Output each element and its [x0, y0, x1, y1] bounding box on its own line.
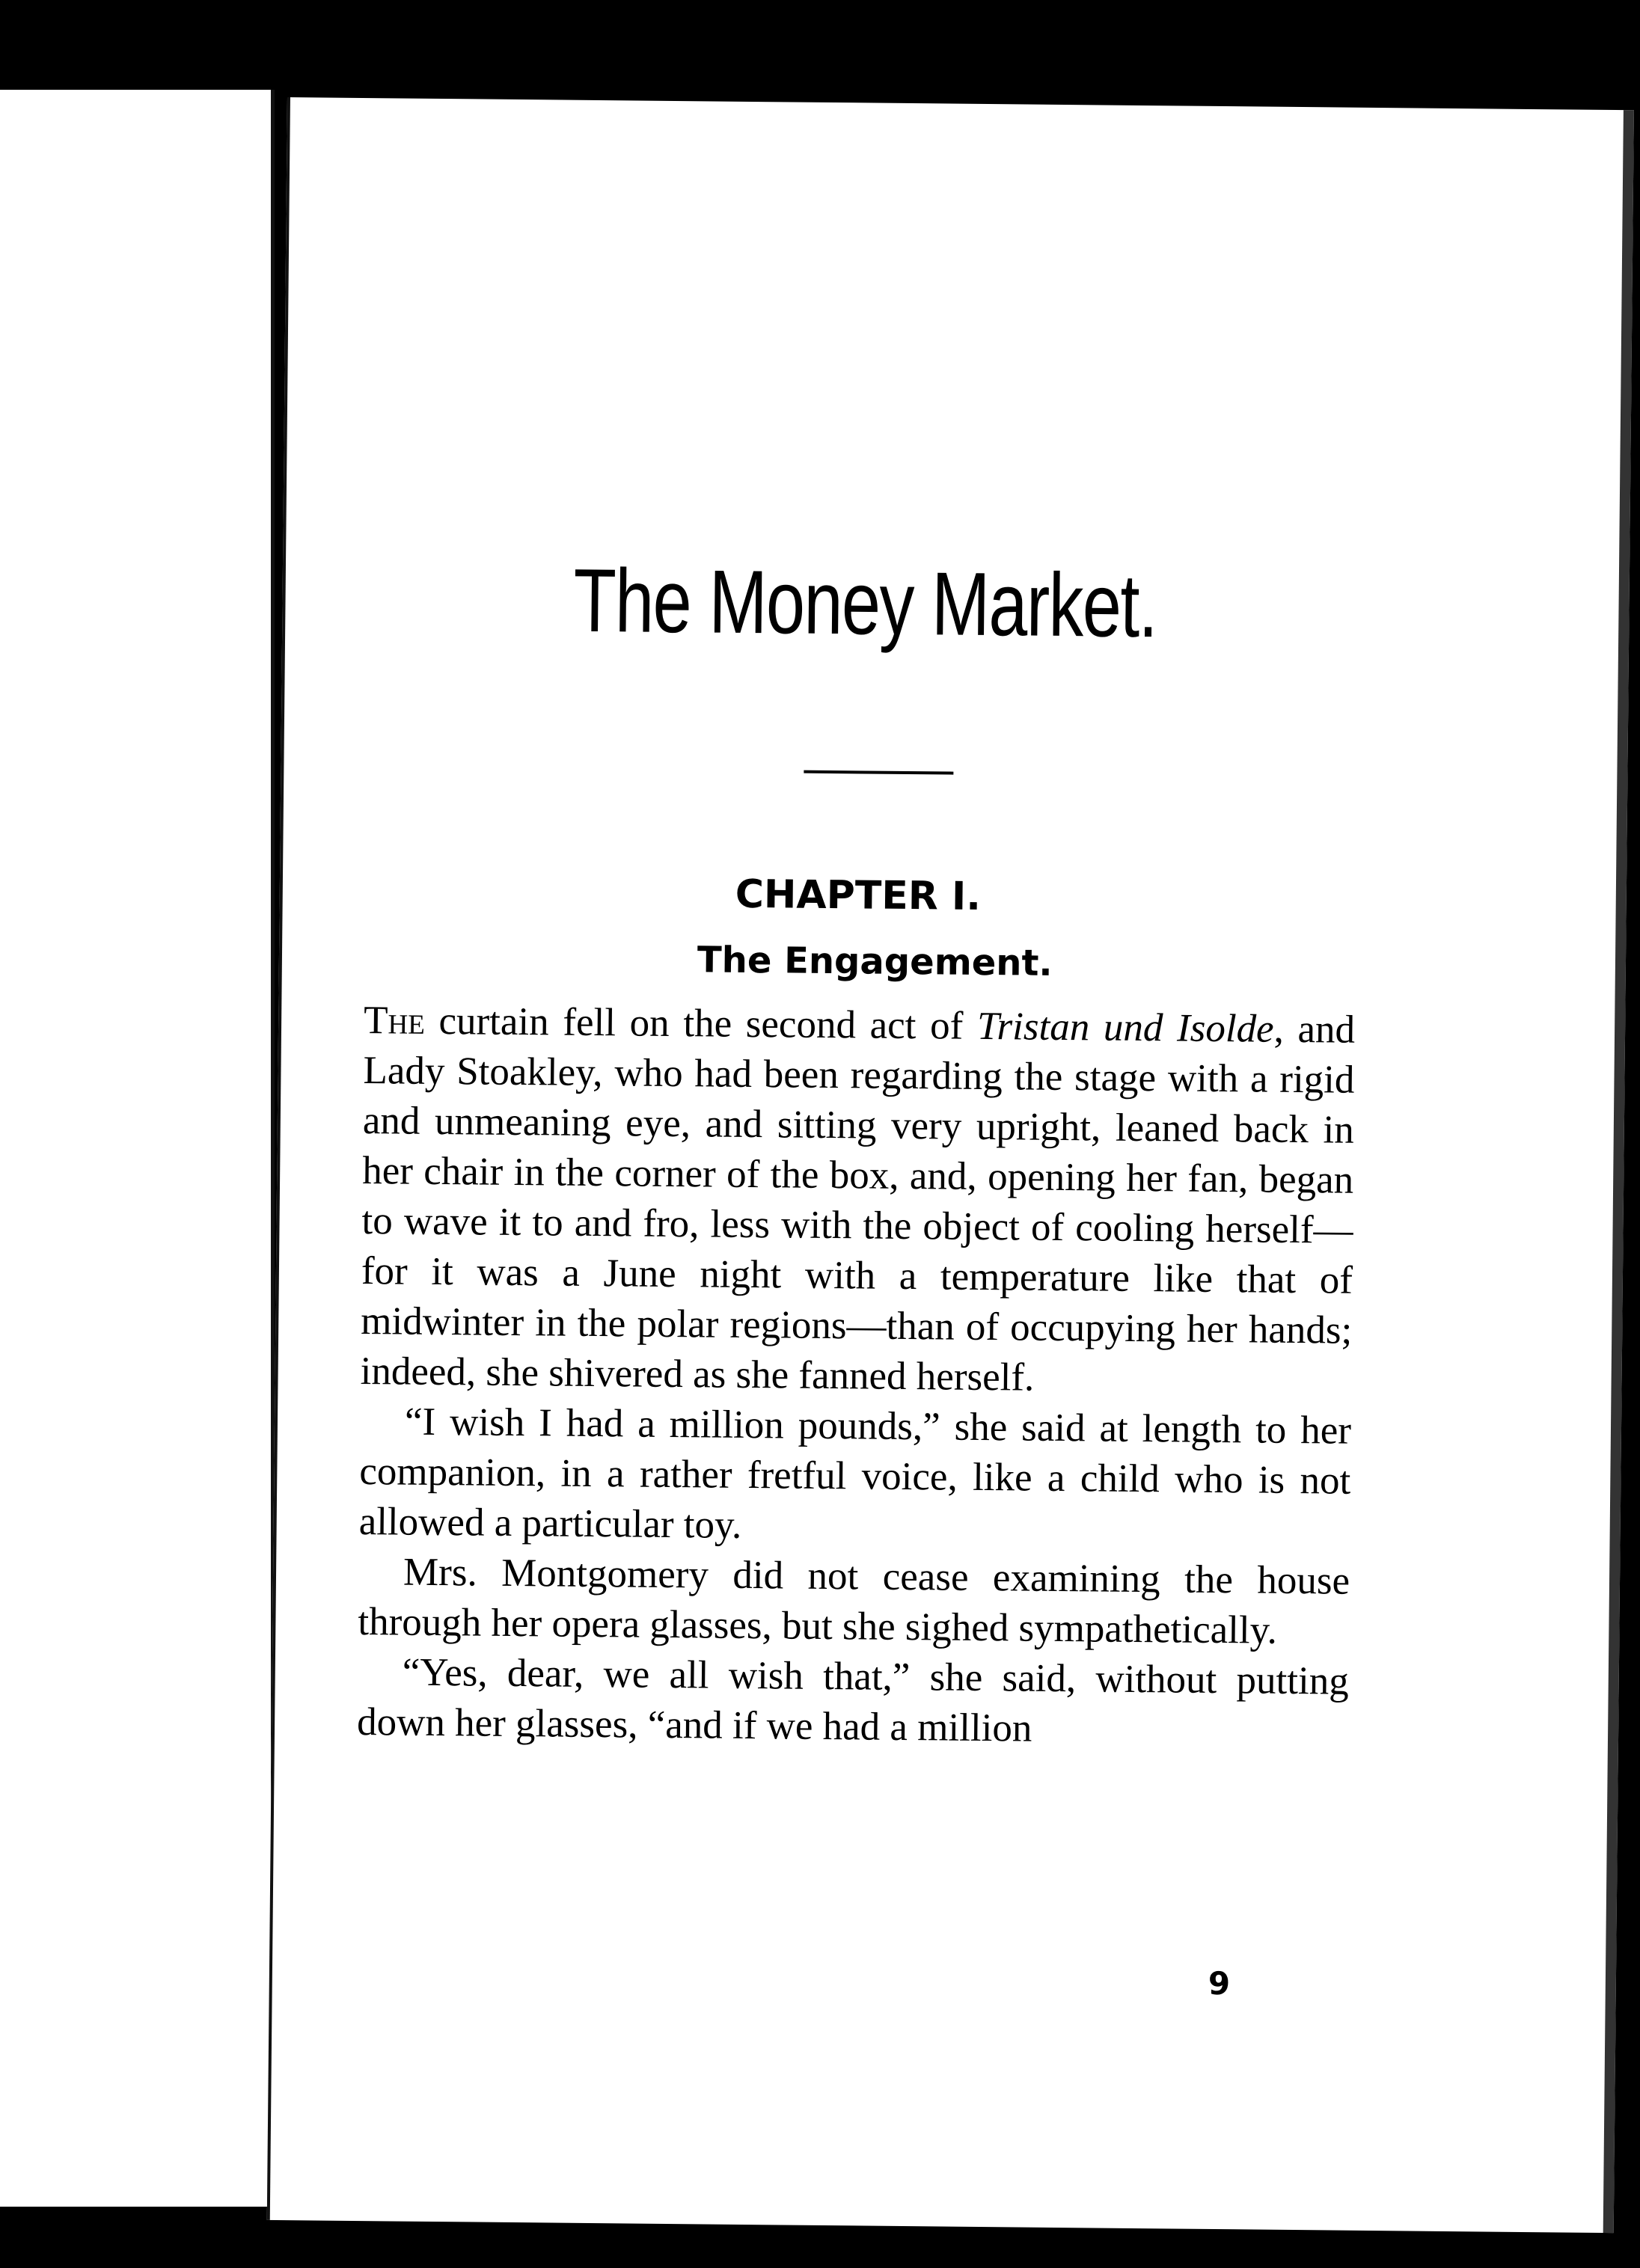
paragraph-2: “I wish I had a million pounds,” she said at length to her companion, in a rather fretful voice, like a child who is not allowed a particular toy.: [358, 1400, 1352, 1547]
paragraph-3: Mrs. Montgomery did not cease examining the house through her opera glasses, but she sighed sympathetically.: [358, 1550, 1350, 1652]
paragraph-1-text-b: , and Lady Stoakley, who had been regarding the stage with a rigid and unmeaning eye, and sitting very upright, leaned back in her chair in the corner of the box, and, opening her fan, began to wave it to and fro, less with the object of cooling herself—for it was a June night with a temperature like that of midwinter in the polar regions—than of occupying her hands; indeed, she shivered as she fanned herself.: [360, 1007, 1356, 1400]
paragraph-4: “Yes, dear, we all wish that,” she said, without putting down her glasses, “and if we had a million: [356, 1650, 1350, 1750]
right-page: [267, 97, 1634, 2233]
title-divider: [804, 770, 953, 775]
paragraph-1-text-a: curtain fell on the second act of: [424, 999, 978, 1048]
left-page-blank: [0, 90, 275, 2207]
body-text: [357, 996, 1356, 1757]
opera-title: Tristan und Isolde: [976, 1004, 1274, 1051]
chapter-heading: CHAPTER I.: [735, 871, 982, 919]
book-title: The Money Market.: [572, 550, 1157, 657]
page-number: 9: [1208, 1964, 1231, 2002]
chapter-title: The Engagement.: [697, 939, 1053, 984]
paragraph-1: [360, 996, 1355, 1406]
opening-word: The: [363, 999, 426, 1043]
